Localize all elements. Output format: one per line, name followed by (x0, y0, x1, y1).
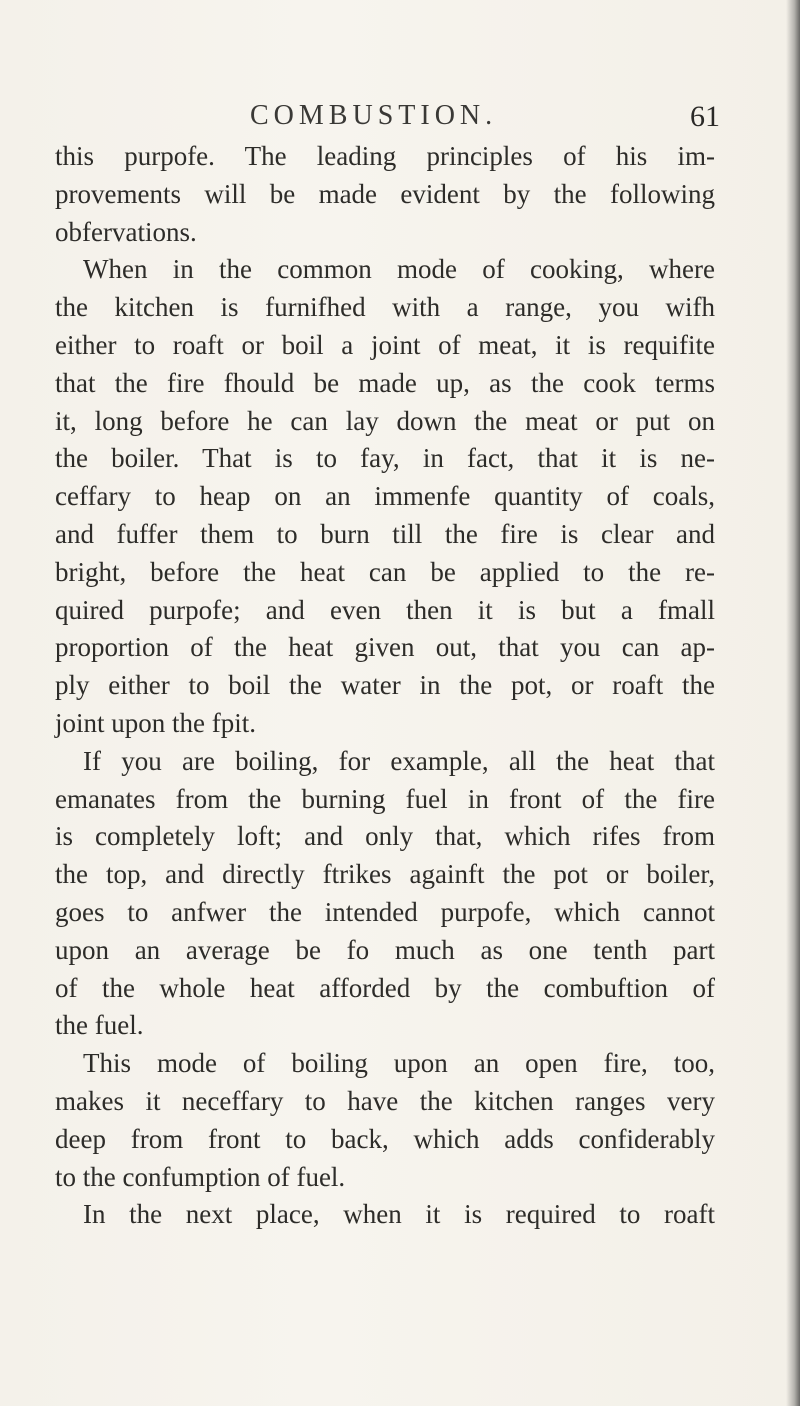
text-line: When in the common mode of cooking, where (83, 254, 715, 285)
text-line: is completely loft; and only that, which rifes from (55, 821, 715, 852)
text-line: to the confumption of fuel. (55, 1161, 346, 1192)
body-text (55, 138, 715, 1234)
text-line: obfervations. (55, 216, 197, 247)
page-header (250, 100, 720, 140)
text-line: the fuel. (55, 1010, 144, 1041)
text-line: In the next place, when it is required to roaft (83, 1199, 715, 1230)
text-line: the kitchen is furnifhed with a range, you wifh (55, 292, 715, 323)
text-line: the boiler. That is to fay, in fact, that it is ne- (55, 443, 715, 474)
text-line: proportion of the heat given out, that you can ap- (55, 632, 715, 663)
text-line: If you are boiling, for example, all the heat that (83, 745, 715, 776)
running-head: COMBUSTION. (250, 100, 498, 131)
text-line: ply either to boil the water in the pot, or roaft the (55, 670, 715, 701)
text-line: the top, and directly ftrikes againft the pot or boiler, (55, 859, 715, 890)
text-line: ceffary to heap on an immenfe quantity of coals, (55, 481, 715, 512)
text-line: makes it neceffary to have the kitchen ranges very (55, 1085, 715, 1116)
page-number: 61 (690, 100, 720, 133)
text-line: quired purpofe; and even then it is but a fmall (55, 594, 715, 625)
text-line: it, long before he can lay down the meat or put on (55, 405, 715, 436)
text-line: emanates from the burning fuel in front of the fire (55, 783, 715, 814)
page-edge-shadow (786, 0, 800, 1406)
text-line: of the whole heat afforded by the combuftion of (55, 972, 715, 1003)
text-line: deep from front to back, which adds confiderably (55, 1123, 715, 1154)
text-line: bright, before the heat can be applied to the re- (55, 556, 715, 587)
text-line: that the fire fhould be made up, as the cook terms (55, 367, 715, 398)
text-line: this purpofe. The leading principles of his im- (55, 141, 715, 171)
text-line: goes to anfwer the intended purpofe, which cannot (55, 896, 715, 927)
text-line: and fuffer them to burn till the fire is clear and (55, 518, 715, 549)
text-line: This mode of boiling upon an open fire, too, (83, 1048, 715, 1079)
text-line: provements will be made evident by the following (55, 178, 715, 209)
text-line: either to roaft or boil a joint of meat, it is requifite (55, 329, 715, 360)
text-line: joint upon the fpit. (55, 707, 256, 738)
text-line: upon an average be fo much as one tenth part (55, 934, 715, 965)
